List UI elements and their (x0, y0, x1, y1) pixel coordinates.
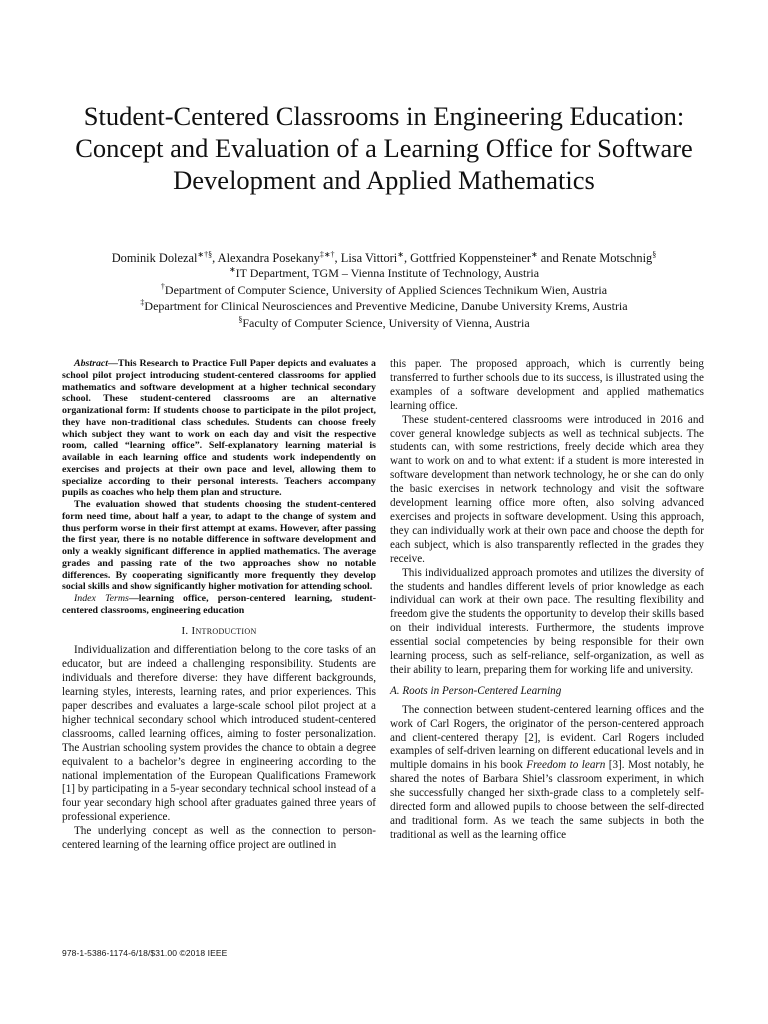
index-terms-label: Index Terms (74, 593, 129, 604)
affiliation-text: Department for Clinical Neurosciences and Preventive Medicine, Danube University Krems, Austria (144, 299, 628, 314)
right-column (390, 358, 704, 843)
body-text: The connection between student-centered learning offices and the work of Carl Rogers, the originator of the person-centered approach and client-centered therapy [2], is evident. Carl Rogers included examples of self-driven learning on different educational levels and in multiple domains in his book (390, 703, 704, 772)
body-paragraph-continued: this paper. The proposed approach, which is currently being transferred to further schools due to its success, is illustrated using the examples of a software development and applied mathematics learning office. (390, 358, 704, 412)
affiliation (40, 315, 728, 332)
body-paragraph: This individualized approach promotes and utilizes the diversity of the students and handles different levels of prior knowledge as each individual can work at their own pace. The resulting flexibility and freedom give the students the opportunity to develop their skills based on their individual interests. Furthermore, the students improve essential social competencies by being responsible for their own learning process, such as self-reliance, self-organization, as well as their ability to learn, preparing them for working life and university. (390, 566, 704, 676)
book-title: Freedom to learn (526, 759, 606, 772)
author-name: Alexandra Posekany (217, 251, 320, 265)
author-separator: and (537, 251, 562, 265)
section-heading: I. Introduction (181, 624, 257, 637)
affiliation (40, 282, 728, 299)
author-name: Dominik Dolezal (111, 251, 198, 265)
abstract-dash: — (108, 358, 118, 369)
section-body (62, 644, 376, 853)
body-paragraph (390, 704, 704, 843)
left-column (62, 358, 376, 853)
abstract-text: This Research to Practice Full Paper depicts and evaluates a school pilot project introducing student-centered classrooms for applied mathematics and software development at a higher technical secondary school. These student-centered classrooms are an alternative organizational form: If students choose to participate in the pilot project, they have non-traditional class schedules. Students can choose freely which subject they want to work on each day and visit the respective room, called “learning office”. Self-explanatory learning material is available in each learning office and students work independently on exercises and projects at their own pace and level, allowing them to specialize according to their personal interests. Teachers accompany pupils as coaches who help them plan and structure. (62, 358, 376, 499)
paper-title: Student-Centered Classrooms in Engineering Education: Concept and Evaluation of a Learning Office for Software Development and Applied Mathematics (75, 101, 693, 195)
author-affil-marks: ∗†§ (197, 249, 213, 259)
affiliation-mark: ∗ (228, 265, 236, 274)
affiliation-mark: † (160, 281, 165, 291)
affiliation-text: Department of Computer Science, University of Applied Sciences Technikum Wien, Austria (164, 282, 608, 297)
index-terms (62, 593, 376, 617)
author-name: Gottfried Koppensteiner (410, 251, 531, 265)
body-text: [3]. Most notably, he shared the notes of Barbara Shiel’s classroom experiment, in which she successfully changed her sixth-grade class to a completely self-directed form and allowed pupils to choose between the self-directed and traditional form. As we teach the same subjects in both the traditional as well as the learning office (390, 759, 704, 841)
subsection-heading: A. Roots in Person-Centered Learning (390, 684, 562, 697)
body-paragraph: The underlying concept as well as the connection to person-centered learning of the learning office project are outlined in (62, 825, 376, 852)
author-affil-marks: ∗ (397, 249, 404, 259)
affiliation-mark: § (238, 314, 243, 324)
affiliation-text: IT Department, TGM – Vienna Institute of Technology, Austria (235, 266, 540, 280)
author-name: Renate Motschnig (561, 251, 653, 265)
body-paragraph: Individualization and differentiation belong to the core tasks of an educator, but are indeed a challenging responsibility. Students are individuals and therefore diverse: they have different backgrounds, learning styles, interests, learning rates, and prior experiences. This paper describes and evaluates a large-scale school pilot project at a higher technical secondary school which introduced student-centered classrooms, called learning offices, aiming to foster personalization. The Austrian schooling system provides the chance to obtain a degree equivalent to a bachelor’s degree in engineering according to the national implementation of the European Qualifications Framework [1] by participating in a 5-year secondary technical school instead of a four year secondary high school after graduates gained three years of professional experience. (62, 644, 376, 824)
affiliation-list (40, 265, 728, 331)
author-separator: , (334, 251, 341, 265)
author-affil-marks: ∗ (530, 249, 538, 259)
index-terms-text: learning office, person-centered learning, student-centered classrooms, engineering education (62, 593, 376, 616)
abstract-label: Abstract (74, 358, 109, 369)
affiliation-mark: ‡ (140, 298, 145, 308)
author-affil-marks: § (652, 249, 657, 259)
author-separator: , (403, 251, 411, 265)
affiliation-text: Faculty of Computer Science, University of Vienna, Austria (242, 315, 530, 330)
abstract-paragraph: The evaluation showed that students choosing the student-centered form need time, about half a year, to adapt to the change of system and thus perform worse in their first attempt at exams. However, after passing the first year, there is no notable difference in software development and only a weakly significant difference in applied mathematics. The average grades and passing rate of the two approaches show no notable differences. By cooperating significantly more frequently they develop social skills and show significantly higher motivation for attending school. (62, 499, 376, 593)
abstract-paragraph (62, 358, 376, 499)
abstract (62, 358, 376, 593)
body-paragraph: These student-centered classrooms were introduced in 2016 and cover general knowledge subjects as well as technical subjects. The students can, with some restrictions, freely decide which area they want to work on and to what extent: if a student is more interested in software development than network technology, he or she can do only the basic exercises in network technology and visit the software development learning office more often, also solving advanced exercises and projects in software development. Using this approach, they can individually work at their own pace and choose the depth for each subject, which is also transparently reflected in the grades they receive. (390, 413, 704, 565)
affiliation (40, 265, 728, 282)
index-terms-dash: — (128, 593, 139, 604)
author-affil-marks: ‡∗† (319, 249, 335, 259)
author-separator: , (212, 251, 218, 265)
affiliation (40, 298, 728, 315)
author-list (40, 250, 728, 266)
copyright-footer: 978-1-5386-1174-6/18/$31.00 ©2018 IEEE (62, 948, 228, 958)
author-name: Lisa Vittori (340, 251, 398, 265)
